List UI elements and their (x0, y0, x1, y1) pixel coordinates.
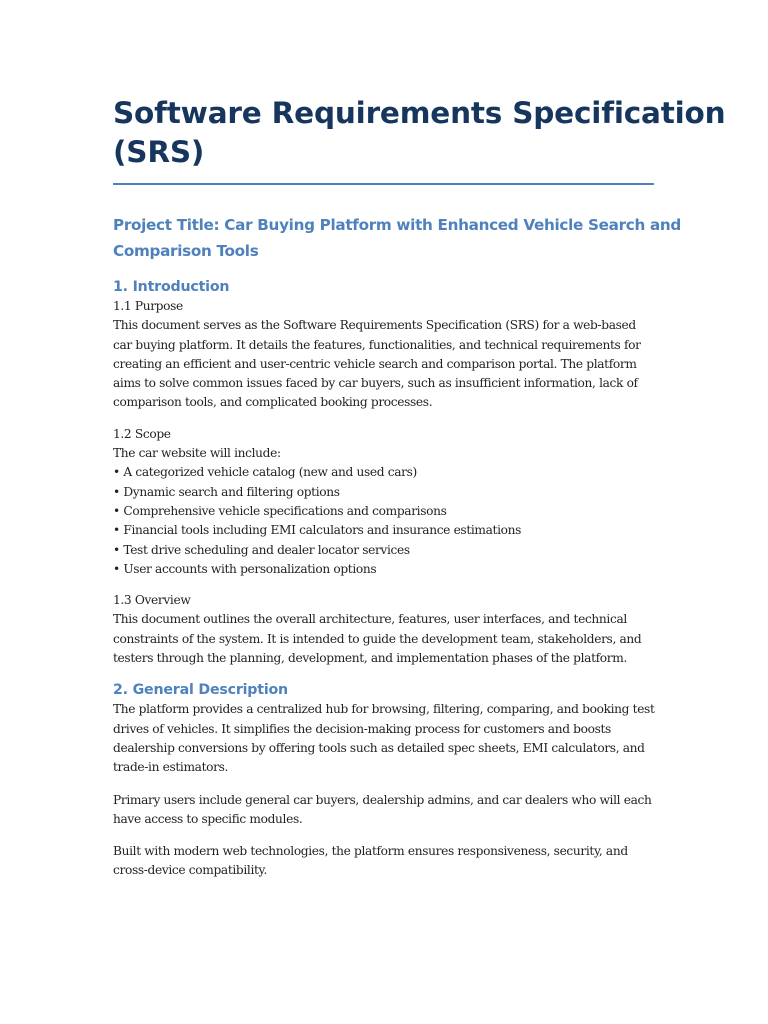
paragraph-line: Built with modern web technologies, the platform ensures responsiveness, security, and (113, 844, 628, 859)
general-description-paragraph-3 (113, 842, 658, 881)
scope-block (113, 425, 658, 579)
project-title-line: Project Title: Car Buying Platform with Enhanced Vehicle Search and (113, 216, 682, 234)
general-description-paragraph-2 (113, 791, 658, 830)
paragraph-line: testers through the planning, development, and implementation phases of the platform. (113, 651, 628, 666)
paragraph-line: car buying platform. It details the features, functionalities, and technical requirements for (113, 337, 641, 352)
subsection-label-purpose: 1.1 Purpose (113, 299, 183, 313)
section-heading-introduction: 1. Introduction (113, 279, 230, 295)
subsection-label-scope: 1.2 Scope (113, 426, 171, 441)
overview-block (113, 591, 658, 668)
purpose-block (113, 297, 658, 413)
list-item: • Comprehensive vehicle specifications and comparisons (113, 503, 447, 518)
scope-intro: The car website will include: (113, 446, 281, 461)
list-item: • Financial tools including EMI calculators and insurance estimations (113, 523, 522, 538)
paragraph-line: drives of vehicles. It simplifies the decision-making process for customers and boosts (113, 721, 611, 736)
list-item: • User accounts with personalization options (113, 561, 377, 576)
project-title-line: Comparison Tools (113, 242, 259, 260)
paragraph-line: This document outlines the overall architecture, features, user interfaces, and technical (113, 612, 627, 627)
paragraph-line: Primary users include general car buyers, dealership admins, and car dealers who will each (113, 792, 652, 807)
paragraph-line: This document serves as the Software Requirements Specification (SRS) for a web-based (113, 318, 636, 333)
paragraph-line: have access to specific modules. (113, 811, 303, 826)
paragraph-line: comparison tools, and complicated booking processes. (113, 395, 433, 410)
paragraph-line: aims to solve common issues faced by car buyers, such as insufficient information, lack of (113, 376, 638, 391)
section-heading-general-description: 2. General Description (113, 682, 288, 699)
list-item: • A categorized vehicle catalog (new and used cars) (113, 465, 417, 480)
paragraph-line: creating an efficient and user-centric vehicle search and comparison portal. The platform (113, 356, 637, 371)
list-item: • Dynamic search and filtering options (113, 484, 340, 499)
list-item: • Test drive scheduling and dealer locator services (113, 542, 410, 557)
paragraph-line: trade-in estimators. (113, 760, 229, 775)
title-divider (113, 183, 654, 185)
document-content (113, 94, 726, 881)
subsection-label-overview: 1.3 Overview (113, 593, 191, 608)
general-description-paragraph-1 (113, 700, 658, 777)
paragraph-line: dealership conversions by offering tools such as detailed spec sheets, EMI calculators, and (113, 740, 645, 755)
project-title (113, 212, 682, 264)
document-title (113, 94, 726, 172)
paragraph-line: constraints of the system. It is intended to guide the development team, stakeholders, and (113, 631, 642, 646)
paragraph-line: The platform provides a centralized hub for browsing, filtering, comparing, and booking test (113, 702, 655, 717)
document-title-line: (SRS) (113, 135, 205, 169)
paragraph-line: cross-device compatibility. (113, 863, 267, 878)
document-title-line: Software Requirements Specification (113, 96, 726, 130)
